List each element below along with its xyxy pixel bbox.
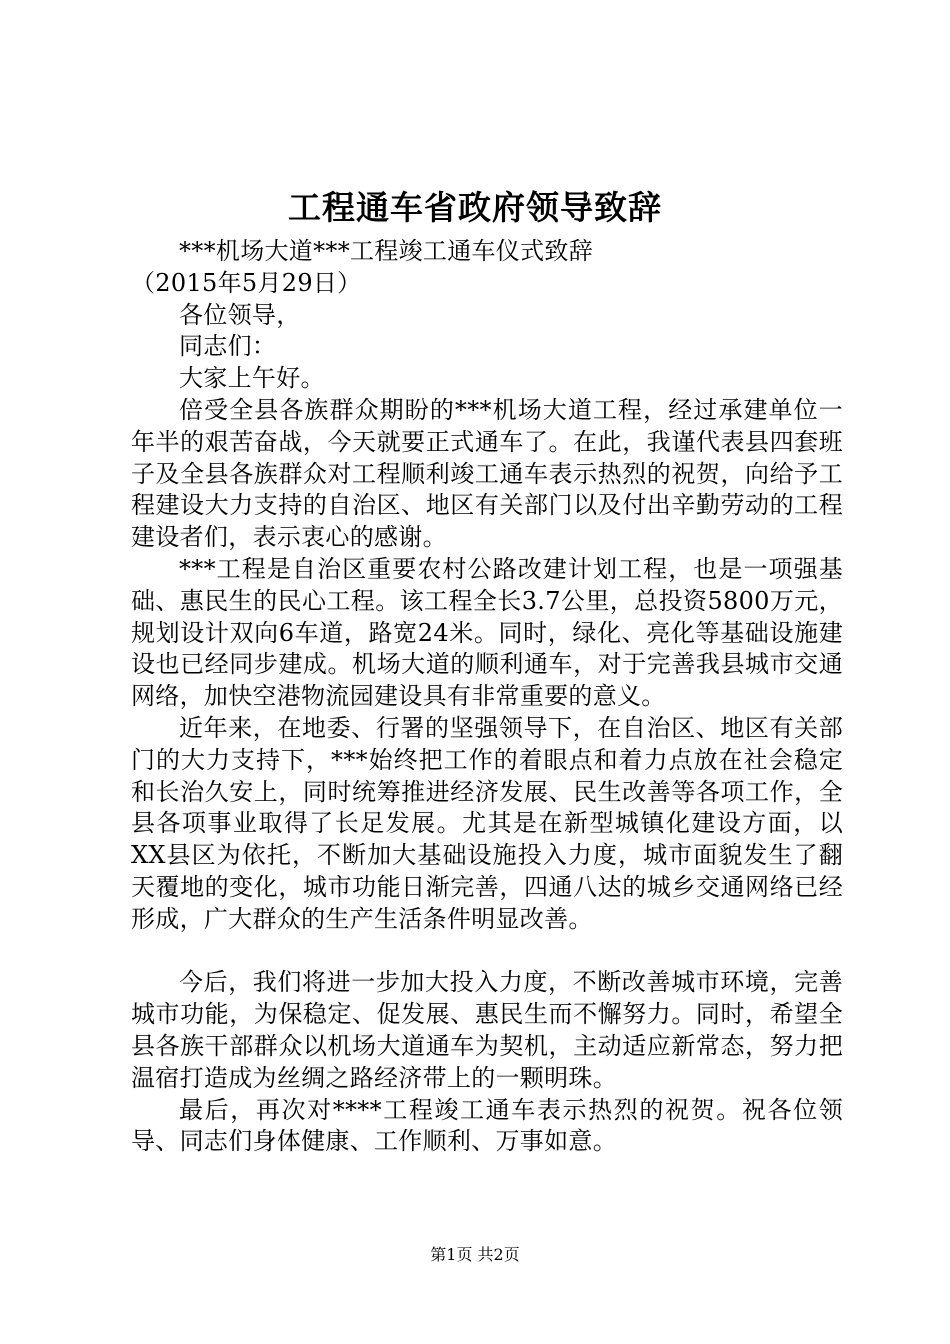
paragraph-project-overview: ***工程是自治区重要农村公路改建计划工程，也是一项强基础、惠民生的民心工程。该工程全长3.7公里，总投资5800万元，规划设计双向6车道，路宽24米。同时，绿化、亮化等基础设施建设也已经同步建成。机场大道的顺利通车，对于完善我县城市交通网络，加快空港物流园建设具有非常重要的意义。 [131, 554, 843, 711]
paragraph-closing: 最后，再次对****工程竣工通车表示热烈的祝贺。祝各位领导、同志们身体健康、工作顺利、万事如意。 [131, 1095, 843, 1156]
document-title: 工程通车省政府领导致辞 [288, 188, 662, 227]
speech-subtitle: ***机场大道***工程竣工通车仪式致辞 [179, 237, 593, 265]
greeting: 大家上午好。 [179, 364, 325, 393]
paragraph-recent-development: 近年来，在地委、行署的坚强领导下，在自治区、地区有关部门的大力支持下，***始终把工作的着眼点和着力点放在社会稳定和长治久安上，同时统筹推进经济发展、民生改善等各项工作，全县各项事业取得了长足发展。尤其是在新型城镇化建设方面，以XX县区为依托，不断加大基础设施投入力度，城市面貌发生了翻天覆地的变化，城市功能日渐完善，四通八达的城乡交通网络已经形成，广大群众的生产生活条件明显改善。 [131, 713, 843, 933]
paragraph-future-plans: 今后，我们将进一步加大投入力度，不断改善城市环境，完善城市功能，为保稳定、促发展、惠民生而不懈努力。同时，希望全县各族干部群众以机场大道通车为契机，主动适应新常态，努力把温宿打造成为丝绸之路经济带上的一颗明珠。 [131, 968, 843, 1092]
page-number-footer: 第1页 共2页 [430, 1245, 520, 1264]
paragraph-thanks: 倍受全县各族群众期盼的***机场大道工程，经过承建单位一年半的艰苦奋战，今天就要正式通车了。在此，我谨代表县四套班子及全县各族群众对工程顺利竣工通车表示热烈的祝贺，向给予工程建设大力支持的自治区、地区有关部门以及付出辛勤劳动的工程建设者们，表示衷心的感谢。 [131, 395, 843, 552]
salutation-leaders: 各位领导， [179, 300, 301, 329]
speech-date: （2015年5月29日） [131, 268, 362, 297]
blank-line [131, 936, 843, 968]
salutation-comrades: 同志们： [179, 332, 277, 361]
document-body [131, 236, 843, 1158]
